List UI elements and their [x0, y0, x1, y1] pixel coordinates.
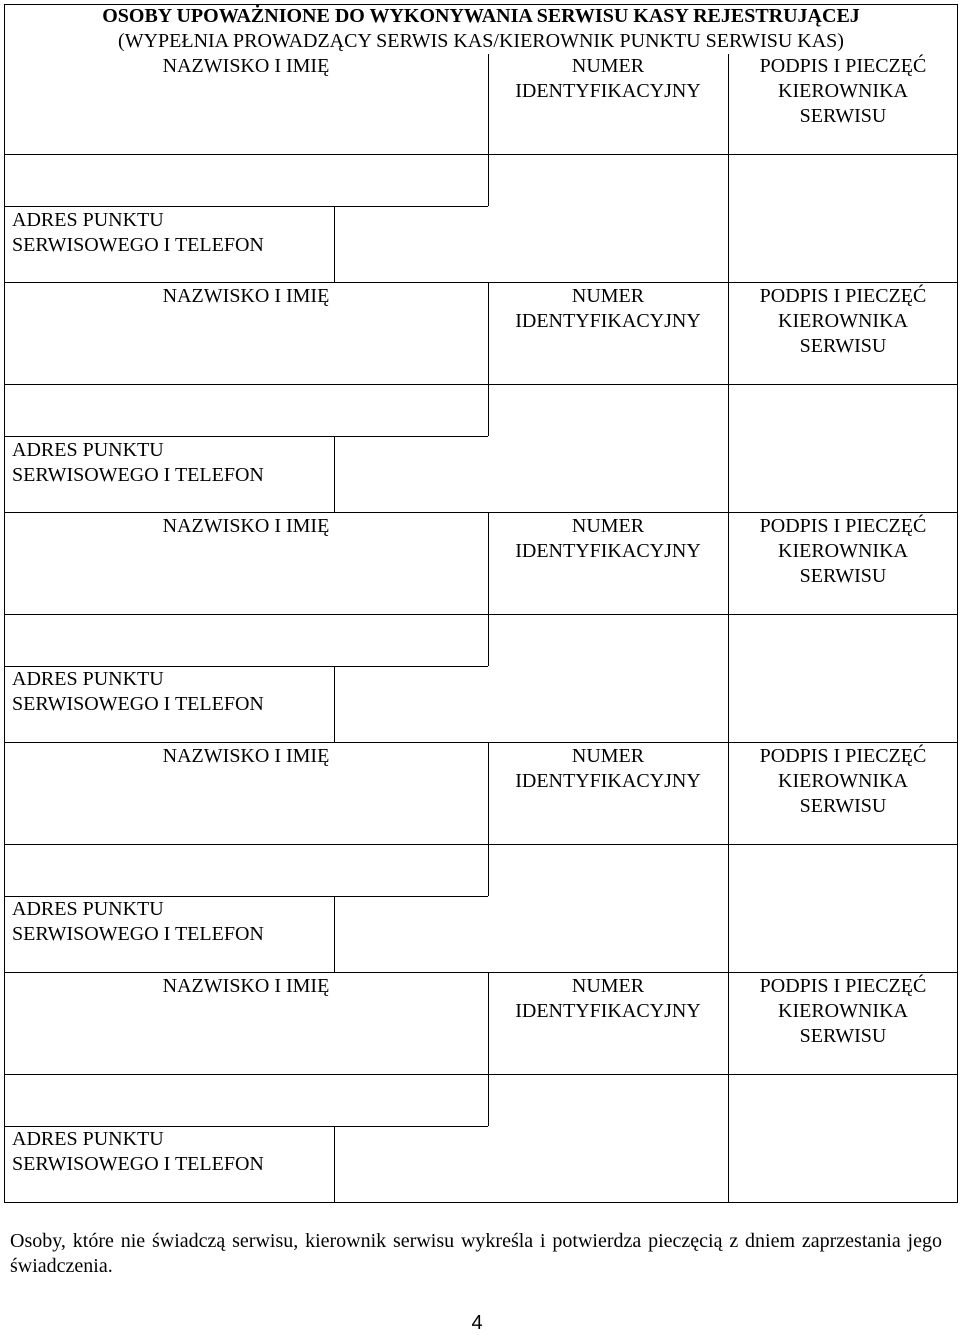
signature-header-line2: KIEROWNIKA	[778, 540, 908, 562]
id-header	[488, 744, 728, 794]
column-divider	[488, 282, 489, 384]
id-header	[488, 974, 728, 1024]
column-divider	[488, 972, 489, 1074]
signature-header	[728, 974, 958, 1049]
column-divider	[334, 666, 335, 742]
id-header-line1: NUMER	[571, 745, 645, 767]
id-header-line2: IDENTYFIKACYJNY	[515, 540, 701, 562]
address-label-line2: SERWISOWEGO I TELEFON	[12, 923, 264, 945]
row-divider	[4, 436, 488, 437]
id-header-line2: IDENTYFIKACYJNY	[515, 80, 701, 102]
row-divider	[4, 384, 958, 385]
column-divider	[728, 742, 729, 972]
signature-header-line2: KIEROWNIKA	[778, 80, 908, 102]
address-label-line1: ADRES PUNKTU	[12, 439, 164, 461]
signature-header-line1: PODPIS I PIECZĘĆ	[759, 515, 927, 537]
column-divider	[488, 154, 489, 206]
signature-header	[728, 744, 958, 819]
column-divider	[728, 54, 729, 154]
signature-header	[728, 514, 958, 589]
signature-header-line2: KIEROWNIKA	[778, 770, 908, 792]
column-divider	[488, 614, 489, 666]
column-divider	[488, 1074, 489, 1126]
signature-header-line3: SERWISU	[799, 565, 887, 587]
address-label-line1: ADRES PUNKTU	[12, 668, 164, 690]
name-header: NAZWISKO I IMIĘ	[162, 745, 330, 767]
address-label	[12, 897, 264, 947]
address-label-line2: SERWISOWEGO I TELEFON	[12, 234, 264, 256]
column-divider	[488, 54, 489, 154]
id-header-line1: NUMER	[571, 285, 645, 307]
address-label-line2: SERWISOWEGO I TELEFON	[12, 464, 264, 486]
id-header	[488, 284, 728, 334]
name-header: NAZWISKO I IMIĘ	[162, 515, 330, 537]
column-divider	[488, 742, 489, 844]
row-divider	[4, 512, 958, 513]
signature-header-line3: SERWISU	[799, 795, 887, 817]
address-label-line2: SERWISOWEGO I TELEFON	[12, 693, 264, 715]
address-label	[12, 1127, 264, 1177]
column-divider	[334, 436, 335, 512]
signature-header-line3: SERWISU	[799, 105, 887, 127]
footer-note: Osoby, które nie świadczą serwisu, kierownik serwisu wykreśla i potwierdza pieczęcią z dniem zaprzestania jego świadczenia.	[10, 1230, 942, 1277]
id-header	[488, 514, 728, 564]
signature-header-line1: PODPIS I PIECZĘĆ	[759, 975, 927, 997]
column-divider	[334, 896, 335, 972]
signature-header-line1: PODPIS I PIECZĘĆ	[759, 55, 927, 77]
signature-header-line3: SERWISU	[799, 1025, 887, 1047]
id-header-line1: NUMER	[571, 975, 645, 997]
signature-header	[728, 54, 958, 129]
address-label-line2: SERWISOWEGO I TELEFON	[12, 1153, 264, 1175]
signature-header-line3: SERWISU	[799, 335, 887, 357]
row-divider	[4, 666, 488, 667]
address-label	[12, 438, 264, 488]
row-divider	[4, 896, 488, 897]
form-subtitle: (WYPEŁNIA PROWADZĄCY SERWIS KAS/KIEROWNIK PUNKTU SERWISU KAS)	[118, 30, 844, 52]
row-divider	[4, 154, 958, 155]
id-header	[488, 54, 728, 104]
form-title: OSOBY UPOWAŻNIONE DO WYKONYWANIA SERWISU KASY REJESTRUJĄCEJ	[102, 5, 860, 27]
row-divider	[4, 1126, 488, 1127]
column-divider	[334, 1126, 335, 1203]
signature-header-line1: PODPIS I PIECZĘĆ	[759, 745, 927, 767]
address-label	[12, 208, 264, 258]
row-divider	[4, 742, 958, 743]
id-header-line2: IDENTYFIKACYJNY	[515, 310, 701, 332]
column-divider	[728, 512, 729, 742]
row-divider	[4, 1074, 958, 1075]
id-header-line2: IDENTYFIKACYJNY	[515, 770, 701, 792]
address-label-line1: ADRES PUNKTU	[12, 1128, 164, 1150]
row-divider	[4, 614, 958, 615]
column-divider	[488, 844, 489, 896]
column-divider	[728, 282, 729, 512]
signature-header	[728, 284, 958, 359]
row-divider	[4, 844, 958, 845]
signature-header-line2: KIEROWNIKA	[778, 1000, 908, 1022]
signature-header-line1: PODPIS I PIECZĘĆ	[759, 285, 927, 307]
page-number: 4	[471, 1312, 483, 1334]
id-header-line1: NUMER	[571, 515, 645, 537]
id-header-line2: IDENTYFIKACYJNY	[515, 1000, 701, 1022]
column-divider	[728, 972, 729, 1203]
name-header: NAZWISKO I IMIĘ	[162, 285, 330, 307]
row-divider	[4, 972, 958, 973]
row-divider	[4, 282, 958, 283]
name-header: NAZWISKO I IMIĘ	[162, 975, 330, 997]
column-divider	[488, 384, 489, 436]
name-header: NAZWISKO I IMIĘ	[162, 55, 330, 77]
column-divider	[488, 512, 489, 614]
column-divider	[728, 154, 729, 282]
address-label-line1: ADRES PUNKTU	[12, 209, 164, 231]
id-header-line1: NUMER	[571, 55, 645, 77]
signature-header-line2: KIEROWNIKA	[778, 310, 908, 332]
address-label-line1: ADRES PUNKTU	[12, 898, 164, 920]
column-divider	[334, 206, 335, 282]
address-label	[12, 667, 264, 717]
row-divider	[4, 206, 488, 207]
